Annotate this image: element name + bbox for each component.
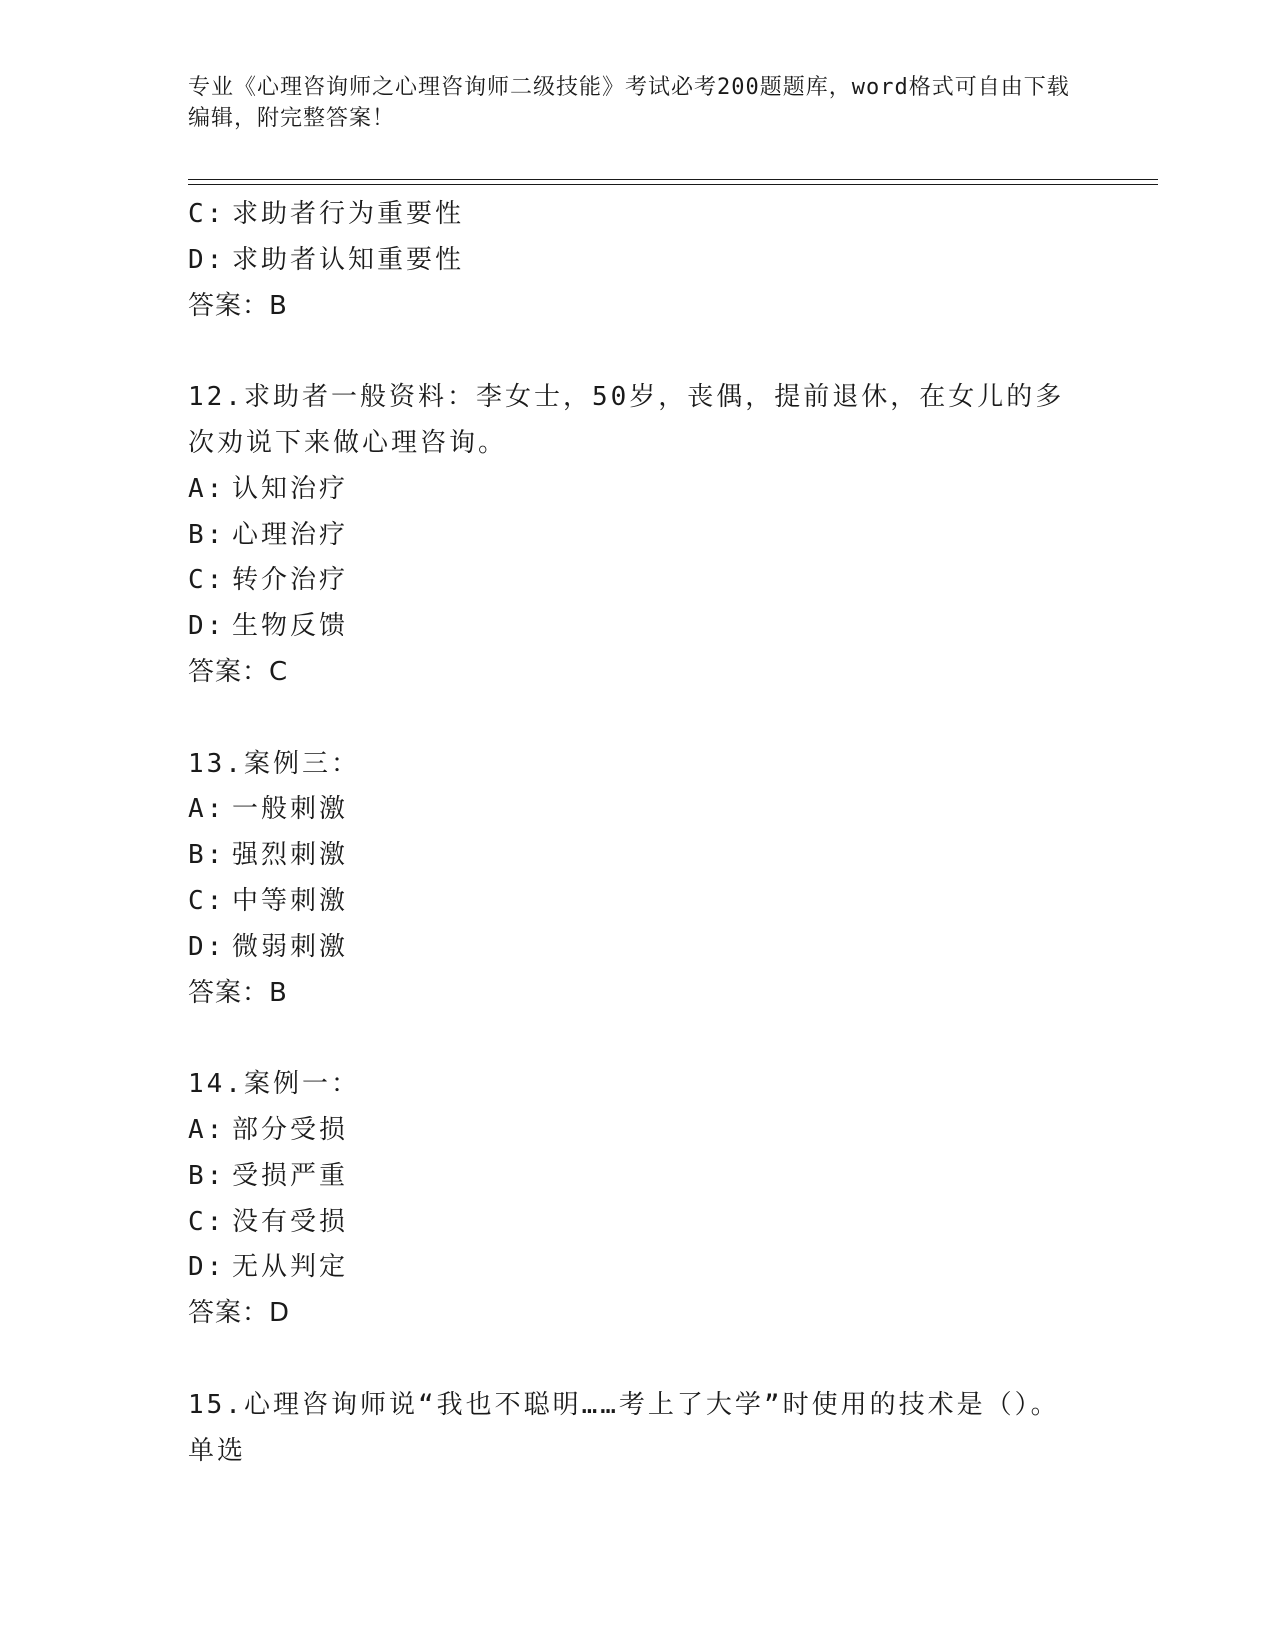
option-text: 部分受损 — [232, 1114, 349, 1145]
option-text: 心理治疗 — [232, 519, 349, 550]
option-key: C: — [188, 199, 226, 229]
question-list — [188, 192, 1088, 1474]
option-key: B: — [188, 1160, 226, 1191]
option-a — [188, 1108, 1088, 1154]
question-14 — [188, 1062, 1088, 1337]
answer-line: 答案：D — [188, 1298, 291, 1329]
answer-line: 答案：B — [188, 290, 288, 321]
question-stem: 15.心理咨询师说“我也不聪明……考上了大学”时使用的技术是（）。单选 — [188, 1389, 1060, 1466]
option-c — [188, 192, 1088, 238]
option-text: 求助者认知重要性 — [232, 244, 465, 275]
option-key: D: — [188, 1252, 226, 1283]
previous-question — [188, 192, 1088, 329]
option-c — [188, 558, 1088, 604]
question-stem: 12.求助者一般资料：李女士，50岁，丧偶，提前退休，在女儿的多次劝说下来做心理咨询。 — [188, 382, 1065, 458]
option-text: 求助者行为重要性 — [232, 199, 465, 229]
answer-line: 答案：C — [188, 656, 289, 687]
option-text: 没有受损 — [232, 1206, 349, 1237]
option-c — [188, 1200, 1088, 1246]
question-13 — [188, 742, 1088, 1017]
question-stem: 14.案例一： — [188, 1069, 360, 1100]
option-key: C: — [188, 885, 226, 916]
option-key: D: — [188, 931, 226, 962]
option-text: 微弱刺激 — [232, 931, 349, 962]
option-text: 中等刺激 — [232, 885, 349, 916]
option-text: 生物反馈 — [232, 611, 349, 642]
option-b — [188, 833, 1088, 879]
option-key: A: — [188, 1114, 226, 1145]
option-text: 认知治疗 — [232, 473, 349, 504]
option-key: D: — [188, 244, 226, 275]
question-stem: 13.案例三： — [188, 748, 360, 779]
answer-line: 答案：B — [188, 977, 288, 1008]
header-rule-top — [188, 179, 1158, 180]
option-c — [188, 879, 1088, 925]
question-15 — [188, 1383, 1088, 1475]
question-12 — [188, 375, 1088, 696]
option-text: 一般刺激 — [232, 794, 349, 825]
option-key: A: — [188, 794, 226, 825]
option-key: A: — [188, 473, 226, 504]
option-key: C: — [188, 1206, 226, 1237]
option-a — [188, 467, 1088, 513]
option-text: 无从判定 — [232, 1252, 349, 1283]
option-a — [188, 787, 1088, 833]
option-d — [188, 925, 1088, 971]
option-d — [188, 238, 1088, 284]
option-key: B: — [188, 519, 226, 550]
option-key: D: — [188, 611, 226, 642]
option-d — [188, 604, 1088, 650]
option-text: 强烈刺激 — [232, 840, 349, 871]
document-header: 专业《心理咨询师之心理咨询师二级技能》考试必考200题题库，word格式可自由下载编辑，附完整答案！ — [188, 75, 1070, 131]
option-key: B: — [188, 840, 226, 871]
option-text: 转介治疗 — [232, 565, 349, 596]
option-b — [188, 513, 1088, 559]
option-text: 受损严重 — [232, 1160, 349, 1191]
option-key: C: — [188, 565, 226, 596]
option-d — [188, 1245, 1088, 1291]
option-b — [188, 1154, 1088, 1200]
header-rule-bottom — [188, 184, 1158, 185]
